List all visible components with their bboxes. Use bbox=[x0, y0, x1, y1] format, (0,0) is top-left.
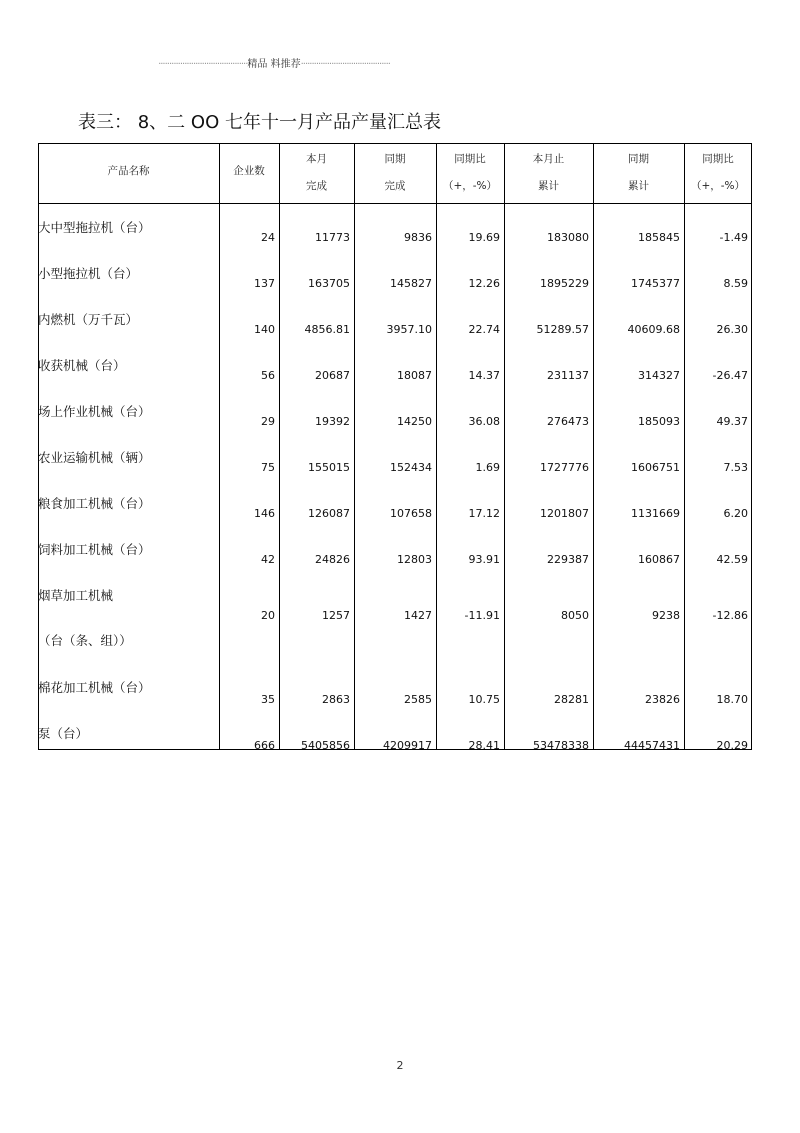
row-product-name: 内燃机（万千瓦） bbox=[38, 312, 139, 327]
row-value: 20.29 bbox=[716, 739, 748, 752]
row-value: 10.75 bbox=[468, 693, 500, 706]
row-value: 1606751 bbox=[631, 461, 680, 474]
column-header bbox=[684, 152, 752, 193]
row-value: 3957.10 bbox=[386, 323, 432, 336]
row-value: 42.59 bbox=[716, 553, 748, 566]
row-value: 6.20 bbox=[723, 507, 748, 520]
header-left-dots: ········································· bbox=[158, 59, 248, 70]
row-value: 29 bbox=[261, 415, 275, 428]
row-value: 1201807 bbox=[540, 507, 589, 520]
row-value: 152434 bbox=[390, 461, 432, 474]
column-header-line1: 同期比 bbox=[702, 153, 734, 165]
row-value: 8050 bbox=[561, 609, 589, 622]
row-value: 51289.57 bbox=[536, 323, 589, 336]
row-value: 93.91 bbox=[468, 553, 500, 566]
row-value: 185093 bbox=[638, 415, 680, 428]
row-value: 314327 bbox=[638, 369, 680, 382]
column-header-line2: （+，-%） bbox=[690, 180, 746, 192]
row-value: 183080 bbox=[547, 231, 589, 244]
row-value: 56 bbox=[261, 369, 275, 382]
row-value: 18.70 bbox=[716, 693, 748, 706]
row-value: 23826 bbox=[645, 693, 680, 706]
row-value: 1895229 bbox=[540, 277, 589, 290]
row-product-name: 农业运输机械（辆） bbox=[38, 450, 151, 465]
table-top-border bbox=[38, 143, 752, 144]
row-value: 145827 bbox=[390, 277, 432, 290]
column-header-line1: 产品名称 bbox=[107, 165, 150, 177]
column-header-line1: 本月 bbox=[306, 153, 327, 165]
row-product-name: 场上作业机械（台） bbox=[38, 404, 151, 419]
row-value: 28.41 bbox=[468, 739, 500, 752]
row-value: 107658 bbox=[390, 507, 432, 520]
page-title: 表三： 8、二 OO 七年十一月产品产量汇总表 bbox=[78, 112, 441, 133]
row-value: 1257 bbox=[322, 609, 350, 622]
row-value: 160867 bbox=[638, 553, 680, 566]
row-value: -11.91 bbox=[464, 609, 500, 622]
row-value: -1.49 bbox=[719, 231, 748, 244]
row-value: 12803 bbox=[397, 553, 432, 566]
row-value: 20687 bbox=[315, 369, 350, 382]
row-value: 53478338 bbox=[533, 739, 589, 752]
row-value: 40609.68 bbox=[627, 323, 680, 336]
column-header bbox=[219, 164, 279, 178]
row-value: 2585 bbox=[404, 693, 432, 706]
row-value: 1131669 bbox=[631, 507, 680, 520]
row-value: 44457431 bbox=[624, 739, 680, 752]
column-header-line2: （+，-%） bbox=[442, 180, 498, 192]
row-value: 4856.81 bbox=[304, 323, 350, 336]
column-header bbox=[593, 152, 684, 193]
row-value: 12.26 bbox=[468, 277, 500, 290]
row-value: 42 bbox=[261, 553, 275, 566]
row-value: 137 bbox=[254, 277, 275, 290]
column-header-line1: 本月止 bbox=[532, 153, 565, 165]
row-value: 155015 bbox=[308, 461, 350, 474]
row-value: 28281 bbox=[554, 693, 589, 706]
column-header-line2: 累计 bbox=[628, 180, 649, 192]
row-value: 11773 bbox=[315, 231, 350, 244]
row-value: 231137 bbox=[547, 369, 589, 382]
column-header bbox=[436, 152, 504, 193]
row-value: 185845 bbox=[638, 231, 680, 244]
row-product-name: 烟草加工机械 bbox=[38, 588, 114, 603]
row-value: 8.59 bbox=[723, 277, 748, 290]
column-header-line2: 累计 bbox=[538, 180, 559, 192]
row-value: 1727776 bbox=[540, 461, 589, 474]
row-product-name: 棉花加工机械（台） bbox=[38, 680, 151, 695]
row-value: 18087 bbox=[397, 369, 432, 382]
row-value: 75 bbox=[261, 461, 275, 474]
row-value: 20 bbox=[261, 609, 275, 622]
table-header-divider bbox=[38, 203, 752, 204]
production-summary-table bbox=[38, 143, 752, 752]
row-product-name: 小型拖拉机（台） bbox=[38, 266, 139, 281]
row-product-name: 大中型拖拉机（台） bbox=[38, 220, 151, 235]
row-value: 1745377 bbox=[631, 277, 680, 290]
column-header-line1: 同期比 bbox=[454, 153, 486, 165]
row-product-name: 饲料加工机械（台） bbox=[38, 542, 151, 557]
row-value: 666 bbox=[254, 739, 275, 752]
column-header bbox=[354, 152, 436, 193]
table-column-divider bbox=[751, 143, 752, 749]
page-header bbox=[140, 55, 408, 70]
row-product-name: 泵（台） bbox=[38, 726, 89, 741]
row-value: -12.86 bbox=[712, 609, 748, 622]
row-value: 24826 bbox=[315, 553, 350, 566]
column-header-line1: 企业数 bbox=[233, 165, 265, 177]
row-value: 19.69 bbox=[468, 231, 500, 244]
row-value: 14250 bbox=[397, 415, 432, 428]
row-value: 5405856 bbox=[301, 739, 350, 752]
row-product-name: 粮食加工机械（台） bbox=[38, 496, 151, 511]
column-header-line1: 同期 bbox=[628, 153, 649, 165]
column-header-line2: 完成 bbox=[384, 180, 406, 192]
row-value: -26.47 bbox=[712, 369, 748, 382]
column-header-line1: 同期 bbox=[384, 153, 406, 165]
row-value: 1.69 bbox=[475, 461, 500, 474]
row-value: 26.30 bbox=[716, 323, 748, 336]
row-product-name: 收获机械（台） bbox=[38, 358, 126, 373]
row-value: 24 bbox=[261, 231, 275, 244]
row-value: 229387 bbox=[547, 553, 589, 566]
column-header bbox=[38, 164, 219, 178]
row-value: 9836 bbox=[404, 231, 432, 244]
row-value: 2863 bbox=[322, 693, 350, 706]
row-value: 276473 bbox=[547, 415, 589, 428]
row-value: 1427 bbox=[404, 609, 432, 622]
row-value: 19392 bbox=[315, 415, 350, 428]
row-value: 35 bbox=[261, 693, 275, 706]
header-right-dots: ········································· bbox=[300, 59, 390, 70]
row-value: 4209917 bbox=[383, 739, 432, 752]
header-text: 精品 料推荐 bbox=[247, 59, 301, 70]
row-value: 163705 bbox=[308, 277, 350, 290]
row-value: 22.74 bbox=[468, 323, 500, 336]
row-value: 17.12 bbox=[468, 507, 500, 520]
row-value: 126087 bbox=[308, 507, 350, 520]
row-value: 140 bbox=[254, 323, 275, 336]
column-header-line2: 完成 bbox=[306, 180, 327, 192]
row-product-name-line2: （台（条、组）） bbox=[38, 633, 132, 648]
row-value: 49.37 bbox=[716, 415, 748, 428]
row-value: 146 bbox=[254, 507, 275, 520]
row-value: 14.37 bbox=[468, 369, 500, 382]
row-value: 9238 bbox=[652, 609, 680, 622]
page-number: 2 bbox=[396, 1059, 404, 1072]
column-header bbox=[504, 152, 593, 193]
row-value: 7.53 bbox=[723, 461, 748, 474]
column-header bbox=[279, 152, 354, 193]
row-value: 36.08 bbox=[468, 415, 500, 428]
